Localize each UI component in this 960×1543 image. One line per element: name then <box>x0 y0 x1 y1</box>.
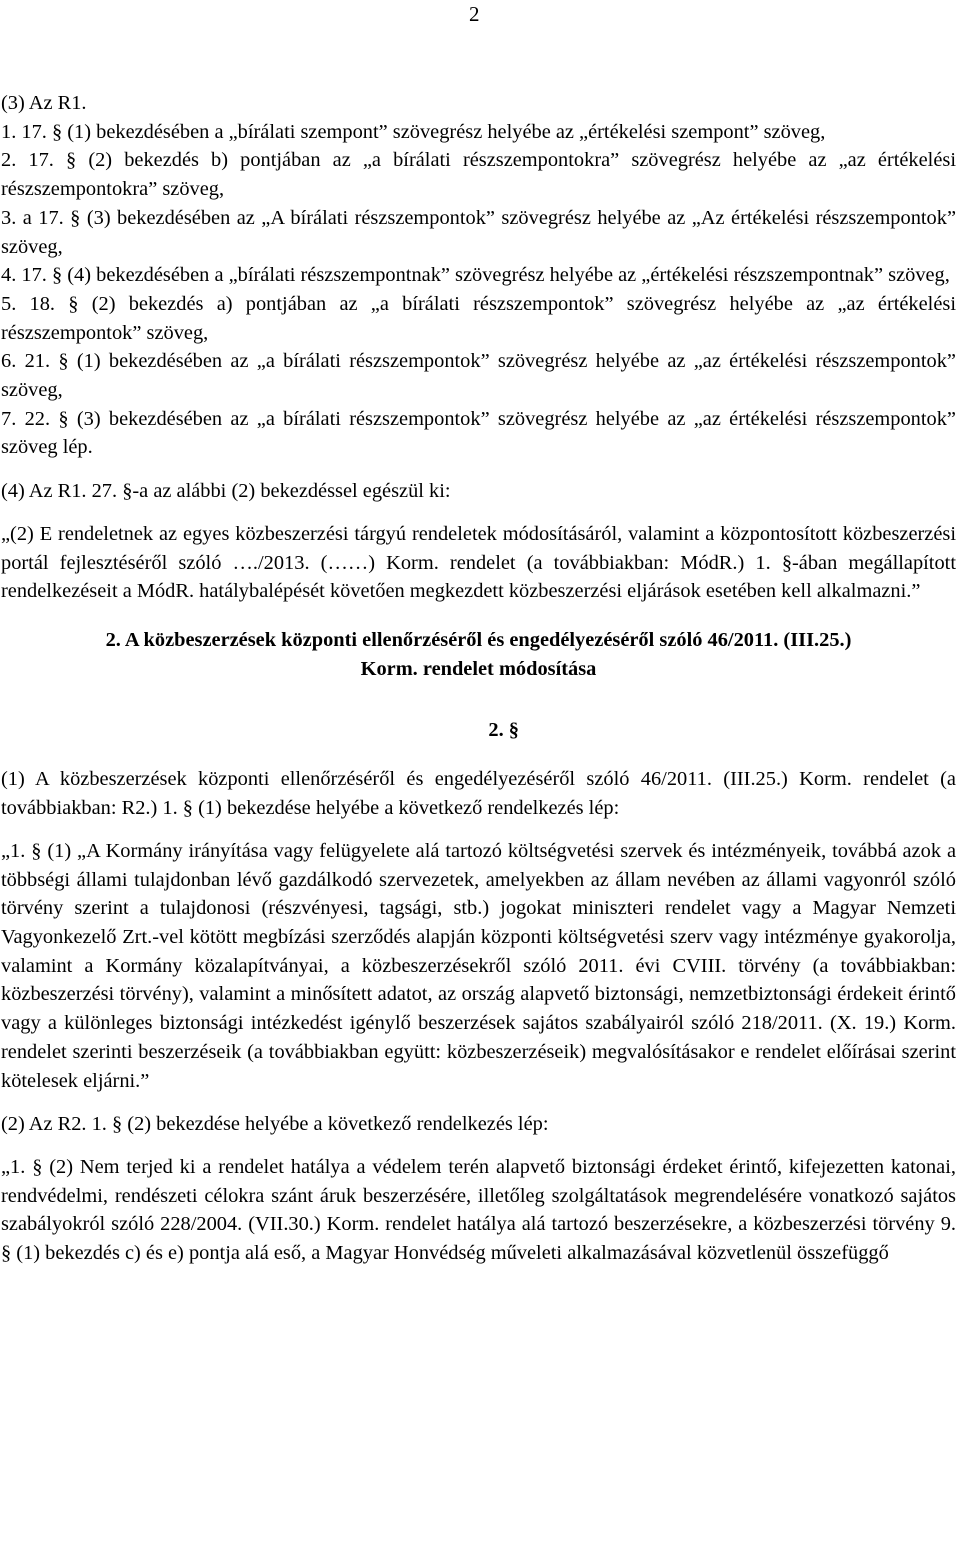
page-number: 2 <box>469 2 480 26</box>
list-item: 1. 17. § (1) bekezdésében a „bírálati szempont” szövegrész helyébe az „értékelési szempont” szöveg, <box>1 120 826 143</box>
quoted-provision: „1. § (1) „A Kormány irányítása vagy felügyelete alá tartozó költségvetési szervek és intézményeik, továbbá azok a többségi állami tulajdonban lévő gazdálkodó szervezetek, amelyekben az állam nevében az állami vagyonról szóló törvény szerint a tulajdonosi (részvényesi, tagsági, stb.) jogokat miniszteri rendelet vagy a Magyar Nemzeti Vagyonkezelő Zrt.-vel kötött megbízási szerződés alapján központi költségvetési szerv vagy intézménye gyakorolja, valamint a Kormány közalapítványai, a közbeszerzésekről szóló 2011. évi CVIII. törvény (a továbbiakban: közbeszerzési törvény), valamint a minősített adatot, az ország alapvető biztonsági, nemzetbiztonsági érdekeit érintő vagy a különleges biztonsági intézkedést igénylő beszerzések sajátos szabályairól szóló 218/2011. (X. 19.) Korm. rendelet szerinti beszerzéseik (a továbbiakban együtt: közbeszerzéseik) megvalósításakor e rendelet előírásai szerint kötelesek eljárni.” <box>1 839 956 1092</box>
section-heading: 2. A közbeszerzések központi ellenőrzéséről és engedélyezéséről szóló 46/2011. (III.25.) <box>105 628 852 651</box>
list-item: 5. 18. § (2) bekezdés a) pontjában az „a bírálati részszempontok” szövegrész helyébe az „az értékelési részszempontok” szöveg, <box>1 292 956 344</box>
paragraph-3-intro: (3) Az R1. <box>1 92 87 114</box>
list-item: 3. a 17. § (3) bekezdésében az „A bírálati részszempontok” szövegrész helyébe az „Az értékelési részszempontok” szöveg, <box>1 206 956 258</box>
paragraph-1: (1) A közbeszerzések központi ellenőrzéséről és engedélyezéséről szóló 46/2011. (III.25.) Korm. rendelet (a továbbiakban: R2.) 1. § (1) bekezdése helyébe a következő rendelkezés lép: <box>1 768 956 819</box>
document-body <box>1 89 956 1268</box>
paragraph-2: (2) Az R2. 1. § (2) bekezdése helyébe a következő rendelkezés lép: <box>1 1112 549 1135</box>
list-item: 6. 21. § (1) bekezdésében az „a bírálati részszempontok” szövegrész helyébe az „az értékelési részszempontok” szöveg, <box>1 350 956 402</box>
section-heading-line-2: Korm. rendelet módosítása <box>360 657 597 680</box>
paragraph-4: (4) Az R1. 27. §-a az alábbi (2) bekezdéssel egészül ki: <box>1 479 451 502</box>
list-item: 2. 17. § (2) bekezdés b) pontjában az „a bírálati részszempontokra” szövegrész helyébe az „az értékelési részszempontokra” szöveg, <box>1 149 956 201</box>
list-item: 4. 17. § (4) bekezdésében a „bírálati részszempontnak” szövegrész helyébe az „értékelési részszempontnak” szöveg, <box>1 264 950 287</box>
section-number: 2. § <box>488 719 519 742</box>
quoted-provision: „(2) E rendeletnek az egyes közbeszerzési tárgyú rendeletek módosításáról, valamint a központosított közbeszerzési portál fejlesztéséről szóló …./2013. (……) Korm. rendelet (a továbbiakban: MódR.) 1. §-ában megállapított rendelkezéseit a MódR. hatálybalépését követően megkezdett közbeszerzési eljárások esetében kell alkalmazni.” <box>1 522 956 603</box>
list-item: 7. 22. § (3) bekezdésében az „a bírálati részszempontok” szövegrész helyébe az „az értékelési részszempontok” szöveg lép. <box>1 407 956 459</box>
quoted-provision: „1. § (2) Nem terjed ki a rendelet hatálya a védelem terén alapvető biztonsági érdeket érintő, kifejezetten katonai, rendvédelmi, rendészeti célokra szánt áruk beszerzésére, illetőleg szolgáltatások megrendelésére vonatkozó sajátos szabályokról szóló 228/2004. (VII.30.) Korm. rendelet hatálya alá tartozó beszerzésekre, a közbeszerzési törvény 9. § (1) bekezdés c) és e) pontja alá eső, a Magyar Honvédség műveleti alkalmazásával közvetlenül összefüggő <box>1 1156 956 1265</box>
